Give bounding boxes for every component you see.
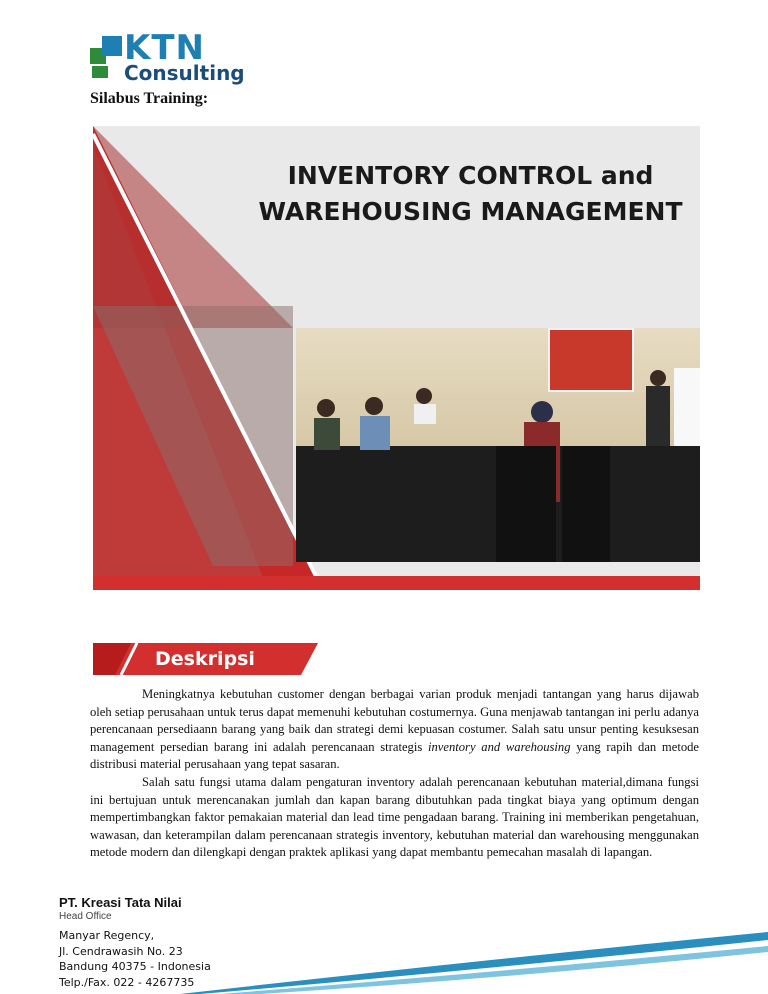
course-banner	[93, 126, 700, 590]
training-photo	[296, 328, 700, 562]
description-paragraph-2: Salah satu fungsi utama dalam pengaturan inventory adalah perencanaan kebutuhan material,dimana fungsi ini bertujuan untuk merencanakan jumlah dan kapan barang dibutuhkan pada tingkat biaya yang optimum dengan mempertimbangkan faktor pemakaian material dan lead time pengadaan barang. Training ini memberikan pengetahuan, wawasan, dan keterampilan dalam perencanaan strategis inventory, kebutuhan material dan warehousing menggunakan metode modern dan dilengkapi dengan praktek aplikasi yang dapat membantu pemecahan masalah di lapangan.	[90, 774, 699, 860]
description-body	[90, 686, 699, 862]
logo-mark-icon	[88, 34, 124, 80]
footer-company: PT. Kreasi Tata Nilai	[59, 895, 182, 910]
section-heading-deskripsi: Deskripsi	[93, 643, 318, 675]
footer-address: Manyar Regency, Jl. Cendrawasih No. 23 Bandung 40375 - Indonesia Telp./Fax. 022 - 4267735	[59, 929, 211, 989]
logo-text-ktn: KTN	[124, 28, 205, 68]
description-paragraph-1: Meningkatnya kebutuhan customer dengan berbagai varian produk menjadi tantangan yang harus dijawab oleh setiap perusahaan untuk terus dapat memenuhi kebutuhan costumernya. Guna menjawab tantangan ini perlu adanya perencanaan persediaann barang yang baik dan strategi demi kepuasan costumer. Salah satu unsur penting kesuksesan management persedian barang ini adalah perencanaan strategis inventory and warehousing yang rapih dan metode distribusi material perusahaan yang tepat sasaran.	[90, 687, 700, 772]
footer-swoosh	[180, 920, 768, 994]
participants	[296, 328, 700, 562]
banner-title-line2: WAREHOUSING MANAGEMENT	[258, 197, 683, 226]
footer-office: Head Office	[59, 911, 112, 922]
banner-title	[243, 158, 698, 230]
banner-title-line1: INVENTORY CONTROL and	[287, 161, 654, 190]
ktn-logo	[88, 30, 258, 86]
logo-text-consulting: Consulting	[124, 61, 245, 85]
document-label: Silabus Training:	[90, 90, 209, 107]
